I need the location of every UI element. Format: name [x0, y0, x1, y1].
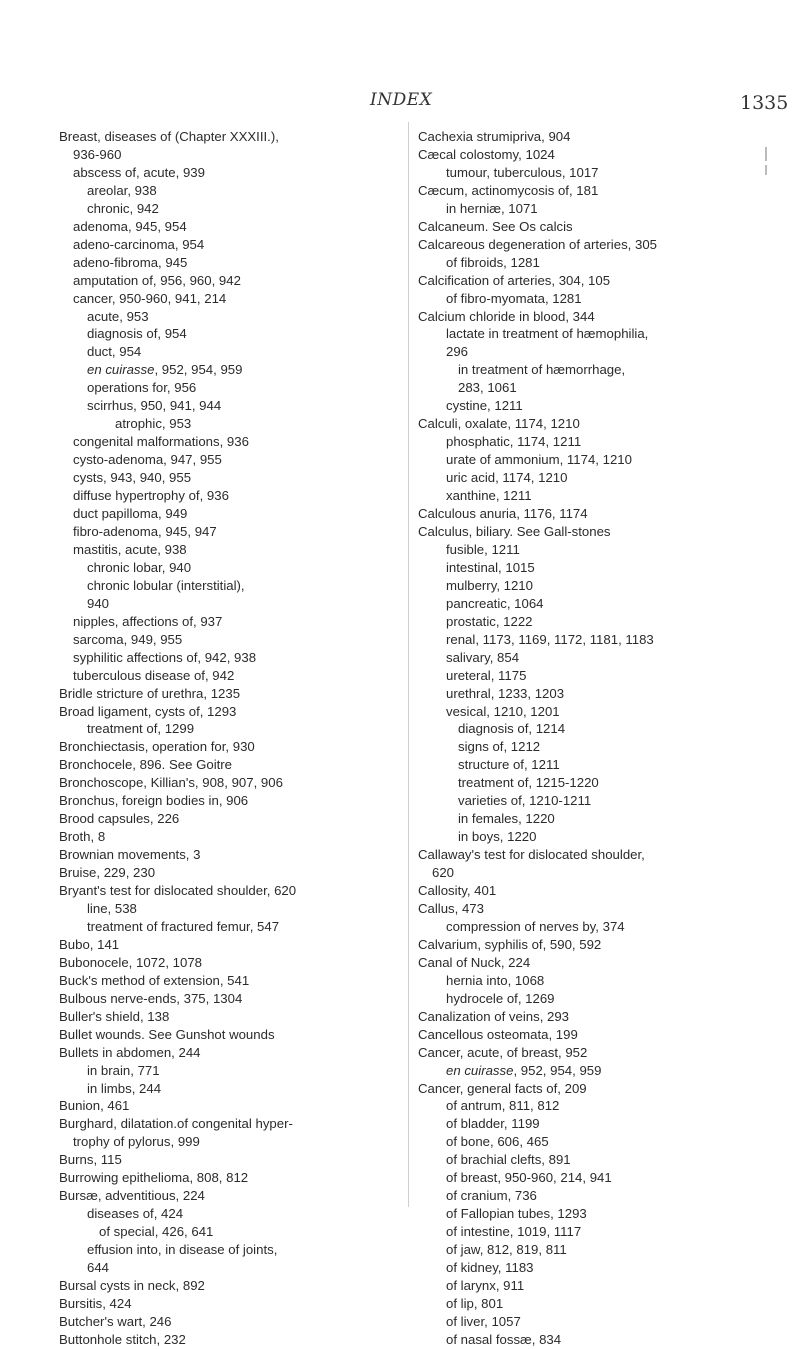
index-entry: operations for, 956	[87, 380, 197, 396]
index-entry: of fibro-myomata, 1281	[446, 290, 582, 306]
index-entry: Bullet wounds. See Gunshot wounds	[59, 1026, 275, 1042]
index-entry: chronic, 942	[87, 200, 159, 216]
index-entry: Buller's shield, 138	[59, 1008, 170, 1024]
index-entry: of special, 426, 641	[99, 1224, 214, 1240]
index-entry: chronic lobar, 940	[87, 559, 192, 575]
index-entry: Canal of Nuck, 224	[418, 954, 531, 970]
index-entry: chronic lobular (interstitial),	[87, 577, 245, 593]
index-entry: lactate in treatment of hæmophilia,	[446, 326, 649, 342]
index-column-right	[418, 128, 768, 1349]
index-entry: fibro-adenoma, 945, 947	[73, 523, 217, 539]
index-entry: Calcium chloride in blood, 344	[418, 308, 595, 324]
index-entry: Callosity, 401	[418, 883, 497, 899]
index-entry: Bronchoscope, Killian's, 908, 907, 906	[59, 775, 283, 791]
index-entry: Broth, 8	[59, 829, 106, 845]
index-entry: of larynx, 911	[446, 1278, 525, 1293]
index-entry: cysts, 943, 940, 955	[73, 470, 192, 486]
index-entry: Cæcal colostomy, 1024	[418, 146, 555, 162]
index-entry: structure of, 1211	[458, 757, 560, 773]
index-entry: adeno-fibroma, 945	[73, 254, 188, 270]
index-entry: intestinal, 1015	[446, 559, 535, 575]
index-entry: cancer, 950-960, 941, 214	[73, 290, 227, 306]
index-entry: 620	[432, 865, 455, 881]
page-header	[0, 90, 800, 114]
index-entry: ureteral, 1175	[446, 667, 527, 683]
index-entry: of nasal fossæ, 834	[446, 1331, 562, 1347]
index-entry: adenoma, 945, 954	[73, 218, 187, 234]
index-entry: diagnosis of, 954	[87, 326, 187, 342]
column-divider	[408, 122, 409, 1207]
index-entry: abscess of, acute, 939	[73, 164, 205, 180]
index-entry: Bronchocele, 896. See Goitre	[59, 757, 233, 773]
index-entry: Bronchiectasis, operation for, 930	[59, 739, 255, 755]
index-entry: of intestine, 1019, 1117	[446, 1224, 582, 1240]
index-entry: hernia into, 1068	[446, 972, 545, 988]
index-entry: Bulbous nerve-ends, 375, 1304	[59, 990, 243, 1006]
index-entry: phosphatic, 1174, 1211	[446, 434, 582, 450]
index-entry: Bridle stricture of urethra, 1235	[59, 685, 241, 701]
index-entry: urate of ammonium, 1174, 1210	[446, 452, 632, 468]
index-entry: Bullets in abdomen, 244	[59, 1044, 201, 1060]
index-entry: of jaw, 812, 819, 811	[446, 1242, 567, 1258]
index-entry: 296	[446, 344, 469, 360]
index-entry: in brain, 771	[87, 1062, 160, 1078]
index-entry: of Fallopian tubes, 1293	[446, 1206, 587, 1222]
index-entry: Calculi, oxalate, 1174, 1210	[418, 416, 580, 432]
index-entry: mulberry, 1210	[446, 577, 533, 593]
index-entry: Calculous anuria, 1176, 1174	[418, 506, 588, 522]
index-entry: of kidney, 1183	[446, 1260, 534, 1276]
index-entry: tumour, tuberculous, 1017	[446, 164, 599, 180]
index-entry: pancreatic, 1064	[446, 595, 544, 611]
index-entry: diagnosis of, 1214	[458, 721, 566, 737]
index-entry: compression of nerves by, 374	[446, 918, 625, 934]
index-entry: Bubonocele, 1072, 1078	[59, 954, 202, 970]
index-entry: en cuirasse, 952, 954, 959	[446, 1062, 602, 1078]
index-entry: of antrum, 811, 812	[446, 1098, 560, 1114]
index-entry: Butcher's wart, 246	[59, 1313, 172, 1329]
index-entry: fusible, 1211	[446, 541, 520, 557]
index-entry: Calvarium, syphilis of, 590, 592	[418, 936, 602, 952]
index-entry: 283, 1061	[458, 380, 517, 396]
index-entry: Calcareous degeneration of arteries, 305	[418, 236, 657, 252]
index-entry: vesical, 1210, 1201	[446, 703, 560, 719]
index-entry: diseases of, 424	[87, 1206, 184, 1222]
margin-mark	[765, 147, 767, 161]
index-entry: of liver, 1057	[446, 1313, 521, 1329]
index-entry: Bunion, 461	[59, 1098, 130, 1114]
index-entry: sarcoma, 949, 955	[73, 631, 183, 647]
index-entry: atrophic, 953	[115, 416, 192, 432]
index-entry: areolar, 938	[87, 182, 157, 198]
index-entry: Canalization of veins, 293	[418, 1008, 570, 1024]
index-entry: 940	[87, 595, 110, 611]
page-number: 1335	[740, 92, 789, 114]
index-entry: Cancer, general facts of, 209	[418, 1080, 587, 1096]
index-entry: en cuirasse, 952, 954, 959	[87, 362, 243, 378]
index-entry: diffuse hypertrophy of, 936	[73, 488, 229, 504]
index-entry: Callaway's test for dislocated shoulder,	[418, 847, 645, 863]
index-entry: Bronchus, foreign bodies in, 906	[59, 793, 249, 809]
index-entry: Broad ligament, cysts of, 1293	[59, 703, 237, 719]
index-entry: in treatment of hæmorrhage,	[458, 362, 626, 378]
index-entry: salivary, 854	[446, 649, 520, 665]
index-entry: Buttonhole stitch, 232	[59, 1331, 186, 1347]
index-entry: in herniæ, 1071	[446, 200, 538, 216]
index-entry: adeno-carcinoma, 954	[73, 236, 205, 252]
index-entry: Breast, diseases of (Chapter XXXIII.),	[59, 129, 279, 144]
index-entry: in limbs, 244	[87, 1080, 162, 1096]
index-entry: effusion into, in disease of joints,	[87, 1242, 278, 1258]
margin-mark	[765, 165, 767, 175]
index-entry: treatment of fractured femur, 547	[87, 918, 280, 934]
index-entry: Bubo, 141	[59, 936, 120, 952]
index-entry: of fibroids, 1281	[446, 254, 540, 270]
index-entry: nipples, affections of, 937	[73, 613, 223, 629]
index-entry: Burns, 115	[59, 1152, 122, 1168]
index-entry: in boys, 1220	[458, 829, 537, 845]
index-entry: xanthine, 1211	[446, 488, 532, 504]
index-entry: Bursæ, adventitious, 224	[59, 1188, 205, 1204]
index-entry: 936-960	[73, 146, 122, 162]
index-entry: line, 538	[87, 900, 137, 916]
index-entry: amputation of, 956, 960, 942	[73, 272, 241, 288]
index-entry: Callus, 473	[418, 900, 484, 916]
index-entry: varieties of, 1210-1211	[458, 793, 592, 809]
index-entry: Brownian movements, 3	[59, 847, 201, 863]
index-entry: Cachexia strumipriva, 904	[418, 129, 571, 144]
index-entry: syphilitic affections of, 942, 938	[73, 649, 257, 665]
index-entry: Calcification of arteries, 304, 105	[418, 272, 611, 288]
index-entry: treatment of, 1299	[87, 721, 195, 737]
index-entry: in females, 1220	[458, 811, 555, 827]
index-entry: tuberculous disease of, 942	[73, 667, 235, 683]
index-entry: duct papilloma, 949	[73, 506, 188, 522]
index-entry: Cæcum, actinomycosis of, 181	[418, 182, 599, 198]
index-entry: of lip, 801	[446, 1295, 504, 1311]
index-entry: Calcaneum. See Os calcis	[418, 218, 573, 234]
index-entry: Bursitis, 424	[59, 1295, 132, 1311]
index-entry: Buck's method of extension, 541	[59, 972, 250, 988]
index-entry: Cancellous osteomata, 199	[418, 1026, 578, 1042]
index-entry: mastitis, acute, 938	[73, 541, 187, 557]
index-entry: prostatic, 1222	[446, 613, 533, 629]
index-entry: signs of, 1212	[458, 739, 541, 755]
index-entry: cystine, 1211	[446, 398, 523, 414]
index-entry: cysto-adenoma, 947, 955	[73, 452, 222, 468]
index-entry: of bone, 606, 465	[446, 1134, 549, 1150]
index-entry: Brood capsules, 226	[59, 811, 180, 827]
index-entry: acute, 953	[87, 308, 149, 324]
index-entry: congenital malformations, 936	[73, 434, 249, 450]
index-entry: Bursal cysts in neck, 892	[59, 1278, 205, 1293]
index-entry: Cancer, acute, of breast, 952	[418, 1044, 588, 1060]
index-entry: treatment of, 1215-1220	[458, 775, 599, 791]
index-entry: of cranium, 736	[446, 1188, 537, 1204]
index-entry: trophy of pylorus, 999	[73, 1134, 200, 1150]
index-column-left	[59, 128, 409, 1349]
running-title: INDEX	[370, 90, 433, 110]
index-entry: uric acid, 1174, 1210	[446, 470, 568, 486]
index-entry: Burghard, dilatation.of congenital hyper-	[59, 1116, 293, 1132]
index-entry: hydrocele of, 1269	[446, 990, 555, 1006]
index-entry: urethral, 1233, 1203	[446, 685, 565, 701]
index-entry: Bryant's test for dislocated shoulder, 620	[59, 883, 297, 899]
index-entry: Burrowing epithelioma, 808, 812	[59, 1170, 249, 1186]
index-entry: 644	[87, 1260, 110, 1276]
index-entry: renal, 1173, 1169, 1172, 1181, 1183	[446, 631, 654, 647]
index-entry: of brachial clefts, 891	[446, 1152, 571, 1168]
index-entry: of bladder, 1199	[446, 1116, 540, 1132]
index-entry: of breast, 950-960, 214, 941	[446, 1170, 612, 1186]
index-entry: Calculus, biliary. See Gall-stones	[418, 523, 611, 539]
index-entry: Bruise, 229, 230	[59, 865, 156, 881]
index-entry: scirrhus, 950, 941, 944	[87, 398, 222, 414]
index-entry: duct, 954	[87, 344, 142, 360]
